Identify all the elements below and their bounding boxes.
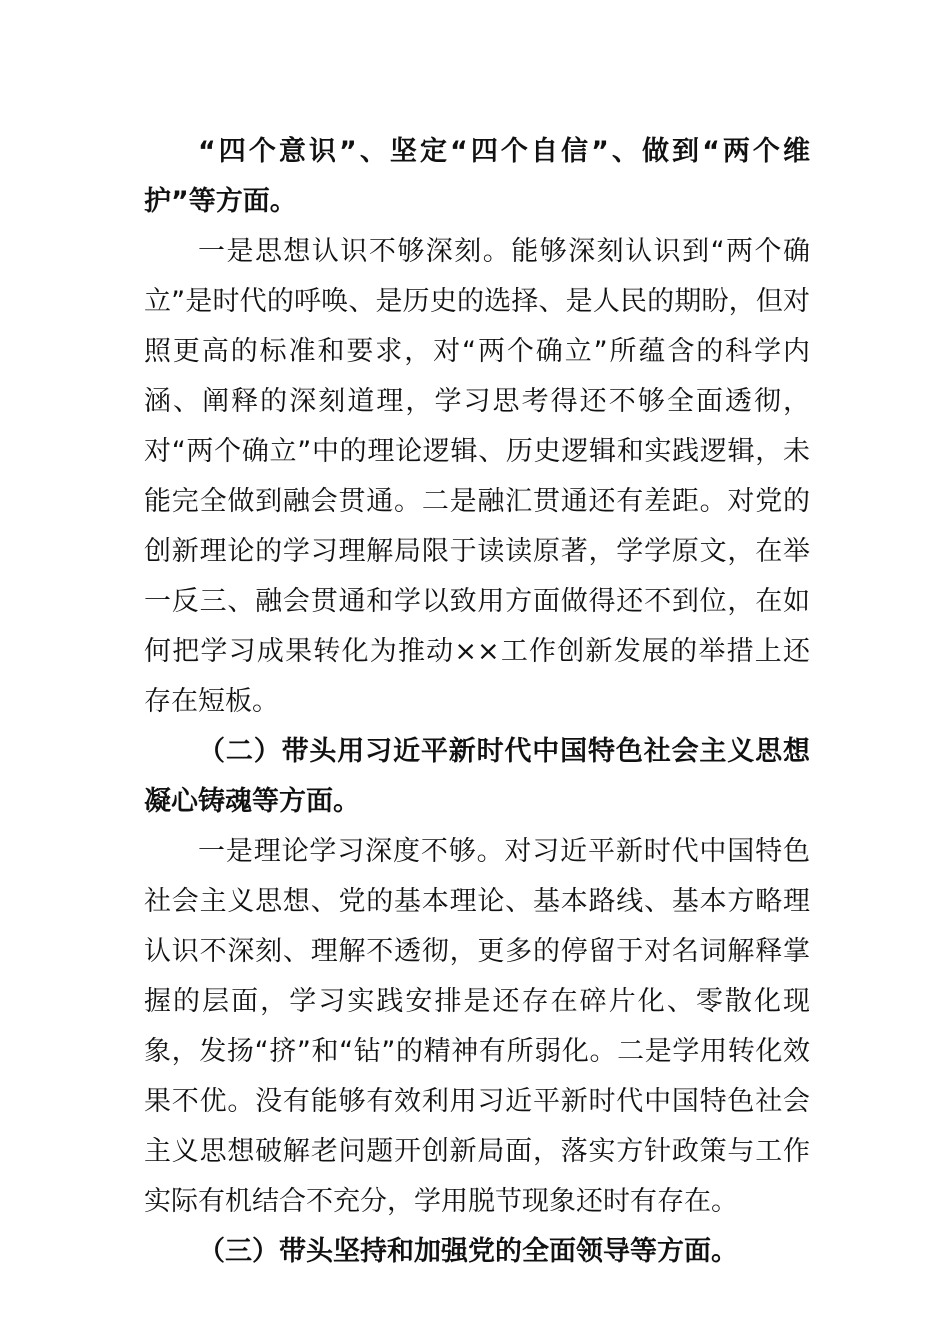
section-heading-continued: “四个意识”、坚定“四个自信”、做到“两个维护”等方面。 [144, 136, 810, 217]
section-heading-2: （二）带头用习近平新时代中国特色社会主义思想凝心铸魂等方面。 [144, 736, 810, 817]
body-paragraph-theory-study: 一是理论学习深度不够。对习近平新时代中国特色社会主义思想、党的基本理论、基本路线、基本方略理认识不深刻、理解不透彻，更多的停留于对名词解释掌握的层面，学习实践安排是还存在碎片化、零散化现象，发扬“挤”和“钻”的精神有所弱化。二是学用转化效果不优。没有能够有效利用习近平新时代中国特色社会主义思想破解老问题开创新局面，落实方针政策与工作实际有机结合不充分，学用脱节现象还时有存在。 [144, 836, 810, 1217]
section-heading-3: （三）带头坚持和加强党的全面领导等方面。 [198, 1236, 738, 1267]
body-paragraph-ideology: 一是思想认识不够深刻。能够深刻认识到“两个确立”是时代的呼唤、是历史的选择、是人民的期盼，但对照更高的标准和要求，对“两个确立”所蕴含的科学内涵、阐释的深刻道理，学习思考得还不够全面透彻，对“两个确立”中的理论逻辑、历史逻辑和实践逻辑，未能完全做到融会贯通。二是融汇贯通还有差距。对党的创新理论的学习理解局限于读读原著，学学原文，在举一反三、融会贯通和学以致用方面做得还不到位，在如何把学习成果转化为推动××工作创新发展的举措上还存在短板。 [144, 236, 810, 717]
document-body [144, 127, 810, 1277]
